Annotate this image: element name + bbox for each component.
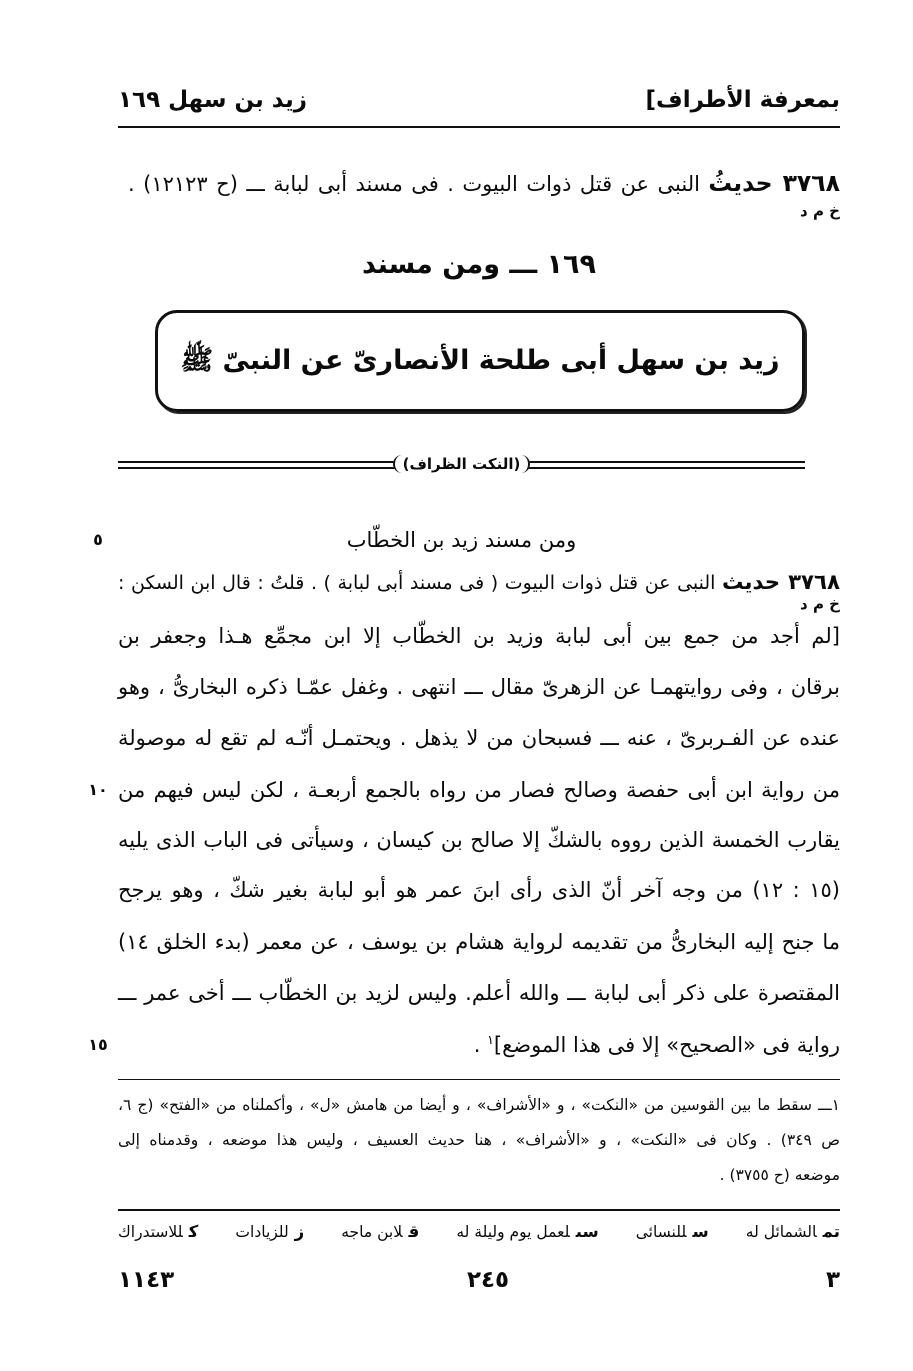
legend-text: للنسائى (635, 1223, 687, 1241)
footnote-line: موضعه (ح ٣٧٥٥) . (719, 1166, 840, 1184)
text-line: عنده عن الفـربرىّ ، عنه ـــ فسبحان من لا يذهل . ويحتمـل أنّـه لم تقع له موصولة (118, 726, 840, 750)
footnote-ref: ١ (487, 1032, 494, 1047)
text-line: (١٥ : ١٢) من وجه آخر أنّ الذى رأى ابنَ عمر هو أبو لبابة بغير شكّ ، وهو يرجح (118, 878, 840, 902)
entry-number: ٣٧٦٨ حديث (722, 570, 840, 595)
last-line-end: . (473, 1033, 488, 1057)
legend-abbr: ز (294, 1222, 305, 1241)
legend-item (118, 1217, 198, 1247)
legend-abbr: تم (822, 1222, 840, 1241)
text-line: من رواية ابن أبى حفصة وصالح فصار من رواه بالجمع أربعـة ، لكن ليس فيهم من (118, 778, 840, 802)
legend-abbr: ك (188, 1222, 199, 1241)
entry-text: النبى عن قتل ذوات البيوت . فى مسند أبى لبابة ـــ (ح ١٢١٢٣) . (128, 172, 700, 196)
entry-number: ٣٧٦٨ حديثُ (708, 169, 840, 197)
print-page-number: ١١٤٣ (118, 1267, 175, 1293)
text-line: [لم أجد من جمع بين أبى لبابة وزيد بن الخطّاب إلا ابن مجمِّع هـذا وجعفر بن (118, 624, 840, 648)
nukat-label: (النكت الظراف) (393, 455, 531, 473)
musnad-heading: ١٦٩ ـــ ومن مسند (362, 249, 596, 280)
footnote-line: ص ٣٤٩) . وكان فى «النكت» ، و «الأشراف» ، هنا حديث العسيف ، وليس هذا موضعه ، وقدمناه إلى (118, 1131, 840, 1149)
legend-item (235, 1217, 304, 1247)
text-line: يقارب الخمسة الذين رووه بالشكّ إلا صالح بن كيسان ، وسيأتى فى الباب الذى يليه (118, 828, 840, 852)
legend-item (456, 1217, 598, 1247)
musnad-name-box (155, 310, 805, 412)
last-line-text: رواية فى «الصحيح» إلا فى هذا الموضع] (493, 1033, 840, 1057)
volume-number: ٣ (825, 1267, 840, 1293)
legend-text: لابن ماجه (341, 1223, 403, 1241)
legend-abbr: س (692, 1222, 709, 1241)
line-number-15: ١٥ (88, 1035, 108, 1054)
legend-text: لعمل يوم وليلة له (456, 1223, 570, 1241)
entry-text: النبى عن قتل ذوات البيوت ( فى مسند أبى لبابة ) . قلتُ : قال ابن السكن : (118, 572, 716, 594)
tuhfa-entry (128, 165, 840, 202)
legend-item (636, 1217, 709, 1247)
running-header-title: بمعرفة الأطراف] (645, 87, 840, 113)
line-number-5: ٥ (93, 530, 103, 549)
musnad-name: زيد بن سهل أبى طلحة الأنصارىّ عن النبىّ ﷺ (180, 345, 780, 376)
legend-item (341, 1217, 419, 1247)
legend-abbr: سى (575, 1222, 599, 1241)
text-line: برقان ، وفى روايتهمـا عن الزهرىّ مقال ـــ انتهى . وغفل عمّـا ذكره البخارىُّ ، وهو (118, 675, 840, 699)
section-separator-label-wrap (118, 451, 805, 477)
legend-item (746, 1217, 840, 1247)
entry-sigla: خ م د (800, 202, 840, 220)
text-line-last (118, 1027, 840, 1063)
running-header-section: زيد بن سهل ١٦٩ (118, 87, 307, 113)
footnote-line: ١ـــ سقط ما بين القوسين من «النكت» ، و «الأشراف» ، و أيضا من هامش «ل» ، وأكملناه من «الفتح» (ج ٦، (118, 1096, 840, 1114)
footnote-rule (118, 1079, 840, 1080)
sigla-legend (118, 1217, 840, 1247)
nukat-entry (118, 565, 840, 601)
text-line: ما جنح إليه البخارىُّ من تقديمه لرواية هشام بن يوسف ، عن معمر (بدء الخلق ١٤) (118, 930, 840, 954)
legend-abbr: ق (408, 1222, 420, 1241)
header-rule (118, 126, 840, 128)
line-number-10: ١٠ (88, 780, 108, 799)
legend-rule (118, 1209, 840, 1211)
legend-text: الشمائل له (745, 1223, 817, 1241)
legend-text: للاستدراك (118, 1223, 183, 1241)
legend-text: للزيادات (235, 1223, 289, 1241)
text-line: المقتصرة على ذكر أبى لبابة ـــ والله أعلم. وليس لزيد بن الخطّاب ـــ أخى عمر ـــ (118, 981, 840, 1005)
page-number: ٢٤٥ (466, 1267, 510, 1293)
nukat-subheading: ومن مسند زيد بن الخطّاب (346, 528, 577, 552)
entry-sigla: خ م د (800, 595, 840, 613)
